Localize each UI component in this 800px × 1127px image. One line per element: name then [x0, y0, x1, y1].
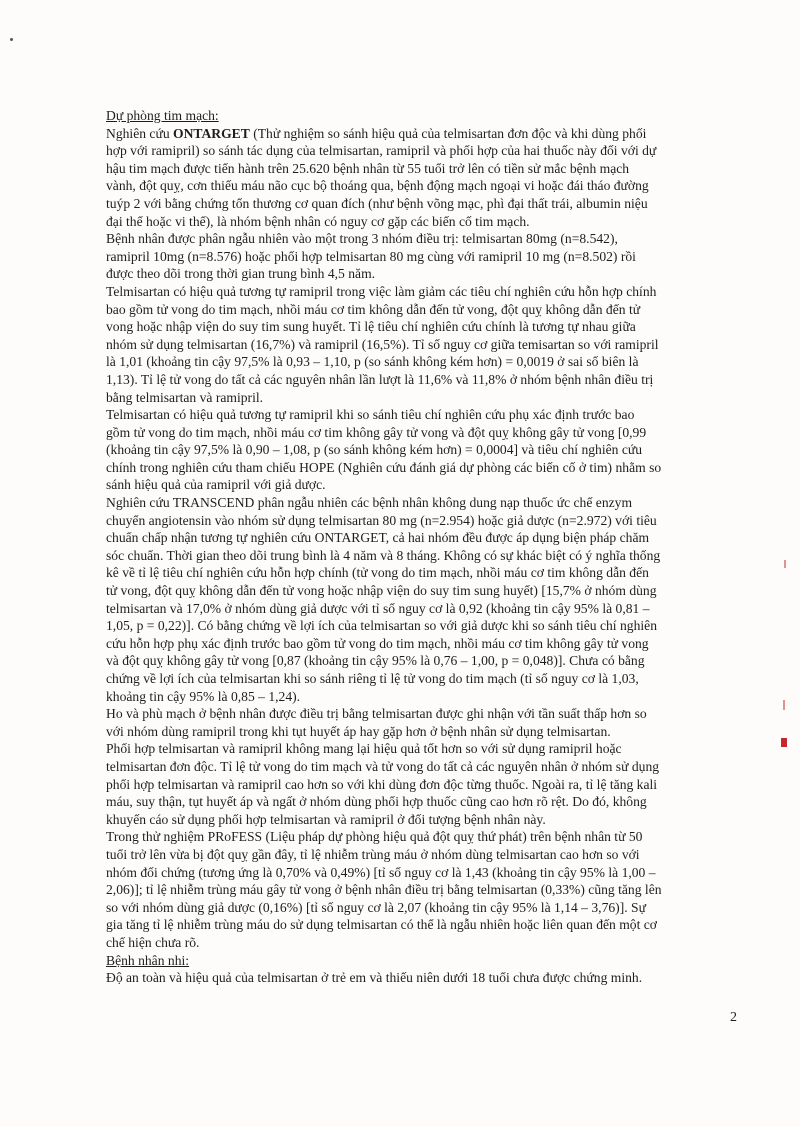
- text-line: với nhóm dùng ramipril trong khi tụt huyết áp hay gặp hơn ở bệnh nhân sử dụng telmisartan.: [106, 723, 611, 739]
- text-line: sóc chuẩn. Thời gian theo dõi trung bình là 4 năm và 8 tháng. Không có sự khác biệt có ý nghĩa thống: [106, 547, 661, 563]
- text-line: telmisartan và 17,0% ở nhóm dùng giả dược với tỉ số nguy cơ là 0,92 (khoảng tin cậy 95% là 0,81 –: [106, 600, 650, 616]
- study-name: ONTARGET: [173, 125, 250, 141]
- text-line: 1,13). Tỉ lệ tử vong do tất cả các nguyên nhân lần lượt là 11,6% và 11,8% ở nhóm bệnh nhân điều trị: [106, 371, 654, 387]
- text-line: hậu tim mạch được tiến hành trên 25.620 bệnh nhân từ 55 tuổi trở lên có tiền sử mắc bệnh mạch: [106, 160, 630, 176]
- text-line: gồm tử vong do tim mạch, nhồi máu cơ tim không gây tử vong và đột quỵ không gây tử vong [0,99: [106, 424, 647, 440]
- scan-edge-mark: [781, 738, 787, 747]
- text-line: được theo dõi trong thời gian trung bình 4,5 năm.: [106, 266, 376, 282]
- text-line: và đột quỵ không gây tử vong [0,87 (khoảng tin cậy 95% là 0,76 – 1,00, p = 0,048)]. Chưa có bằng: [106, 653, 645, 669]
- text-line: Trong thử nghiệm PRoFESS (Liệu pháp dự phòng hiệu quả đột quỵ thứ phát) trên bệnh nhân từ 50: [106, 829, 643, 845]
- text-line: kê về tỉ lệ tiêu chí nghiên cứu hỗn hợp chính (tử vong do tim mạch, nhồi máu cơ tim không dẫn đến: [106, 565, 649, 581]
- text-line: nhóm đối chứng (tương ứng là 0,70% và 0,49%) [tỉ số nguy cơ là 1,43 (khoảng tin cậy 95% là 1,00 –: [106, 864, 656, 880]
- text-line: bao gồm tử vong do tim mạch, nhồi máu cơ tim không dẫn đến tử vong, đột quỵ không dẫn đến tử: [106, 301, 641, 317]
- text-line: gia tăng tỉ lệ nhiễm trùng máu do sử dụng telmisartan có thể là ngẫu nhiên hoặc liên quan đến một cơ: [106, 917, 657, 933]
- text-line: chính trong nghiên cứu tham chiếu HOPE (Nghiên cứu đánh giá dự phòng các biến cố ở tim) nhằm so: [106, 459, 662, 475]
- page-number: 2: [730, 1010, 737, 1025]
- scan-edge-mark: [784, 560, 786, 568]
- text-line: Phối hợp telmisartan và ramipril không mang lại hiệu quả tốt hơn so với sử dụng ramipril hoặc: [106, 741, 622, 757]
- text-line: Ho và phù mạch ở bệnh nhân được điều trị bằng telmisartan được ghi nhận với tần suất thấp hơn so: [106, 706, 647, 722]
- paragraph: [106, 494, 748, 705]
- text-line: telmisartan đơn độc. Tỉ lệ tử vong do tim mạch và tử vong do tất cả các nguyên nhân ở nhóm sử dụng: [106, 758, 660, 774]
- text-line: tuổi trở lên vừa bị đột quỵ gần đây, tỉ lệ nhiễm trùng máu ở nhóm dùng telmisartan cao hơn so với: [106, 846, 640, 862]
- section-heading: Bệnh nhân nhi:: [106, 952, 190, 968]
- text-line: vong hoặc nhập viện do suy tim sung huyết. Tỉ lệ tiêu chí nghiên cứu chính là tương tự nhau giữa: [106, 319, 636, 335]
- paragraph: [106, 740, 748, 828]
- text-line: chế hiện chưa rõ.: [106, 934, 200, 950]
- text-line: 2,06)]; tỉ lệ nhiễm trùng máu gây tử vong ở bệnh nhân điều trị bằng telmisartan (0,33%) cũng tăng lên: [106, 882, 662, 898]
- text-line: ramipril 10mg (n=8.576) hoặc phối hợp telmisartan 80 mg cùng với ramipril 10 mg (n=8.502) rồi: [106, 248, 636, 264]
- section-heading: Dự phòng tim mạch:: [106, 108, 219, 123]
- scan-edge-mark: [783, 700, 785, 710]
- text-line: (khoảng tin cậy 97,5% là 0,90 – 1,08, p (so sánh không kém hơn) = 0,0004] và tiêu chí nghiên cứu: [106, 442, 643, 458]
- text-line: chuyển angiotensin vào nhóm sử dụng telmisartan 80 mg (n=2.954) hoặc giả dược (n=2.972) với tiêu: [106, 512, 657, 528]
- text-line: Nghiên cứu TRANSCEND phân ngẫu nhiên các bệnh nhân không dung nạp thuốc ức chế enzym: [106, 495, 633, 511]
- text-line: tử vong, đột quỵ không dẫn đến tử vong hoặc nhập viện do suy tim sung huyết) [15,7% ở nhóm dùng: [106, 583, 657, 599]
- paragraph: [106, 705, 748, 740]
- text-line: Độ an toàn và hiệu quả của telmisartan ở trẻ em và thiếu niên dưới 18 tuổi chưa được chứng minh.: [106, 970, 643, 986]
- paragraph: [106, 125, 748, 231]
- text-span: Nghiên cứu: [106, 125, 174, 141]
- text-line: tuýp 2 với bằng chứng tổn thương cơ quan đích (như bệnh võng mạc, phì đại thất trái, albumin niệu: [106, 195, 648, 211]
- paragraph: [106, 406, 748, 494]
- text-line: Telmisartan có hiệu quả tương tự ramipril trong việc làm giảm các tiêu chí nghiên cứu hỗn hợp chính: [106, 283, 657, 299]
- text-line: bằng telmisartan và ramipril.: [106, 389, 264, 405]
- paragraph: [106, 828, 748, 951]
- text-line: nhóm sử dụng telmisartan (16,7%) và ramipril (16,5%). Tỉ số nguy cơ giữa temisartan so với ramipril: [106, 336, 659, 352]
- text-line: hợp với ramipril) so sánh tác dụng của telmisartan, ramipril và phối hợp của hai thuốc này đối với dự: [106, 143, 657, 159]
- text-line: phối hợp telmisartan và ramipril cao hơn so với khi dùng đơn độc từng thuốc. Ngoài ra, tỉ lệ tăng kali: [106, 776, 658, 792]
- text-line: [106, 125, 748, 143]
- text-line: đại thể hoặc vi thể), là nhóm bệnh nhân có nguy cơ gặp các biến cố tim mạch.: [106, 213, 530, 229]
- paragraph: [106, 230, 748, 283]
- text-line: vành, đột quỵ, cơn thiếu máu não cục bộ thoáng qua, bệnh động mạch ngoại vi hoặc đái tháo đường: [106, 178, 649, 194]
- document-body: [106, 107, 748, 987]
- text-line: 1,05, p = 0,22)]. Có bằng chứng về lợi ích của telmisartan so với giả dược khi so sánh tiêu chí nghiên: [106, 618, 657, 634]
- text-line: cứu hỗn hợp phụ xác định trước bao gồm tử vong do tim mạch, nhồi máu cơ tim không gây tử vong: [106, 635, 649, 651]
- text-line: chứng về lợi ích của telmisartan khi so sánh riêng tỉ lệ tử vong do tim mạch (tỉ số nguy cơ là 1,03,: [106, 671, 639, 686]
- text-line: khoảng tin cậy 95% là 0,85 – 1,24).: [106, 688, 301, 704]
- text-line: chuẩn chấp nhận tương tự nghiên cứu ONTARGET, cả hai nhóm đều được áp dụng biện pháp chăm: [106, 530, 650, 546]
- text-line: khuyến cáo sử dụng phối hợp telmisartan và ramipril ở đối tượng bệnh nhân này.: [106, 811, 546, 827]
- paragraph: [106, 283, 748, 406]
- text-line: sánh hiệu quả của ramipril với giả dược.: [106, 477, 326, 493]
- scan-speck: [10, 38, 13, 41]
- text-span: (Thử nghiệm so sánh hiệu quả của telmisartan đơn độc và khi dùng phối: [249, 125, 647, 141]
- text-line: so với nhóm dùng giả dược (0,16%) [tỉ số nguy cơ là 2,07 (khoảng tin cậy 95% là 1,14 – 3,76)]. Sự: [106, 899, 646, 915]
- text-line: Bệnh nhân được phân ngẫu nhiên vào một trong 3 nhóm điều trị: telmisartan 80mg (n=8.542),: [106, 231, 618, 247]
- text-line: Telmisartan có hiệu quả tương tự ramipril khi so sánh tiêu chí nghiên cứu phụ xác định trước bao: [106, 407, 635, 423]
- text-line: là 1,01 (khoảng tin cậy 97,5% là 0,93 – 1,10, p (so sánh không kém hơn) = 0,0019 ở sai số biên là: [106, 354, 639, 370]
- text-line: máu, suy thận, tụt huyết áp và ngất ở nhóm dùng phối hợp thuốc cũng cao hơn rõ rệt. Do đó, không: [106, 794, 647, 810]
- paragraph: [106, 969, 748, 987]
